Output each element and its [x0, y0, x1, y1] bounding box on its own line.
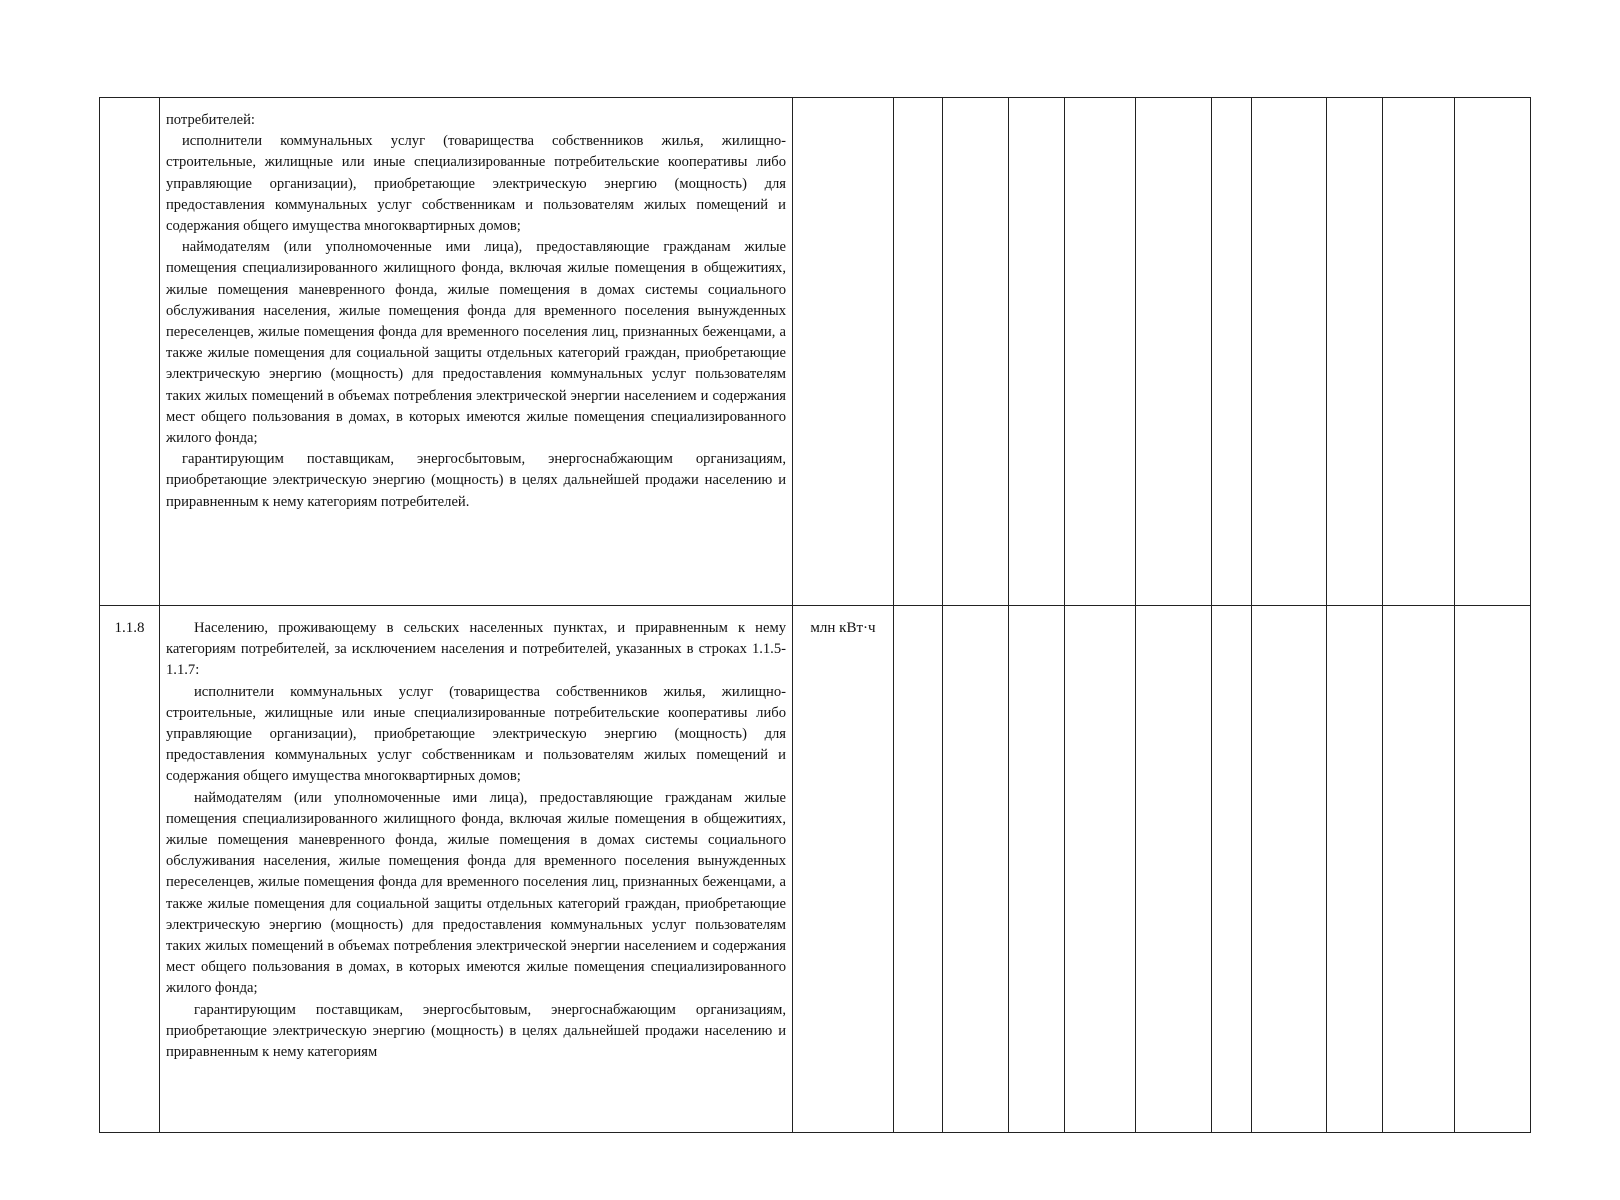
unit-cell: млн кВт·ч — [793, 606, 894, 1133]
value-cell — [894, 98, 943, 606]
description-paragraph: гарантирующим поставщикам, энергосбытовым, энергоснабжающим организациям, приобретающие электрическую энергию (мощность) в целях дальнейшей продажи населению и приравненным к нему категориям потребителей. — [166, 451, 786, 510]
value-cell — [1327, 98, 1383, 606]
value-cell — [1136, 98, 1212, 606]
value-cell — [1327, 606, 1383, 1133]
description-paragraph: исполнители коммунальных услуг (товарищества собственников жилья, жилищно-строительные, жилищные или иные специализированные потребительские кооперативы либо управляющие организации), приобретающие электрическую энергию (мощность) для предоставления коммунальных услуг собственникам и пользователям жилых помещений и содержания общего имущества многоквартирных домов; — [166, 683, 786, 785]
value-cell — [1455, 98, 1531, 606]
description-paragraph: наймодателям (или уполномоченные ими лица), предоставляющие гражданам жилые помещения специализированного жилищного фонда, включая жилые помещения в общежитиях, жилые помещения маневренного фонда, жилые помещения в домах системы социального обслуживания населения, жилые помещения фонда для временного поселения вынужденных переселенцев, жилые помещения фонда для временного поселения лиц, признанных беженцами, а также жилые помещения для социальной защиты отдельных категорий граждан, приобретающие электрическую энергию (мощность) для предоставления коммунальных услуг пользователям таких жилых помещений в объемах потребления электрической энергии населением и содержания мест общего пользования в домах, в которых имеются жилые помещения специализированного жилого фонда; — [166, 239, 786, 447]
description-paragraph: гарантирующим поставщикам, энергосбытовым, энергоснабжающим организациям, приобретающие электрическую энергию (мощность) в целях дальнейшей продажи населению и приравненным к нему категориям — [166, 1001, 786, 1061]
value-cell — [1065, 98, 1136, 606]
tariff-table — [99, 97, 1531, 1133]
unit-cell — [793, 98, 894, 606]
value-cell — [1383, 98, 1455, 606]
value-cell — [1009, 606, 1065, 1133]
value-cell — [894, 606, 943, 1133]
value-cell — [1009, 98, 1065, 606]
description-paragraph: Населению, проживающему в сельских населенных пунктах, и приравненным к нему категориям потребителей, за исключением населения и потребителей, указанных в строках 1.1.5-1.1.7: — [166, 620, 786, 679]
table-row — [100, 606, 1531, 1133]
value-cell — [1212, 606, 1252, 1133]
value-cell — [1136, 606, 1212, 1133]
row-number-cell: 1.1.8 — [100, 606, 160, 1133]
row-number-cell — [100, 98, 160, 606]
value-cell — [1212, 98, 1252, 606]
value-cell — [943, 98, 1009, 606]
description-paragraph: наймодателям (или уполномоченные ими лица), предоставляющие гражданам жилые помещения специализированного жилищного фонда, включая жилые помещения в общежитиях, жилые помещения маневренного фонда, жилые помещения в домах системы социального обслуживания населения, жилые помещения фонда для временного поселения вынужденных переселенцев, жилые помещения фонда для временного поселения лиц, признанных беженцами, а также жилые помещения для социальной защиты отдельных категорий граждан, приобретающие электрическую энергию (мощность) для предоставления коммунальных услуг пользователям таких жилых помещений в объемах потребления электрической энергии населением и содержания мест общего пользования в домах, в которых имеются жилые помещения специализированного жилого фонда; — [166, 789, 786, 997]
description-cell — [160, 606, 793, 1133]
value-cell — [1455, 606, 1531, 1133]
description-paragraph: потребителей: — [166, 112, 255, 128]
table-row — [100, 98, 1531, 606]
value-cell — [1252, 606, 1327, 1133]
value-cell — [1383, 606, 1455, 1133]
value-cell — [943, 606, 1009, 1133]
description-paragraph: исполнители коммунальных услуг (товарищества собственников жилья, жилищно-строительные, жилищные или иные специализированные потребительские кооперативы либо управляющие организации), приобретающие электрическую энергию (мощность) для предоставления коммунальных услуг собственникам и пользователям жилых помещений и содержания общего имущества многоквартирных домов; — [166, 133, 786, 235]
description-cell — [160, 98, 793, 606]
value-cell — [1252, 98, 1327, 606]
value-cell — [1065, 606, 1136, 1133]
